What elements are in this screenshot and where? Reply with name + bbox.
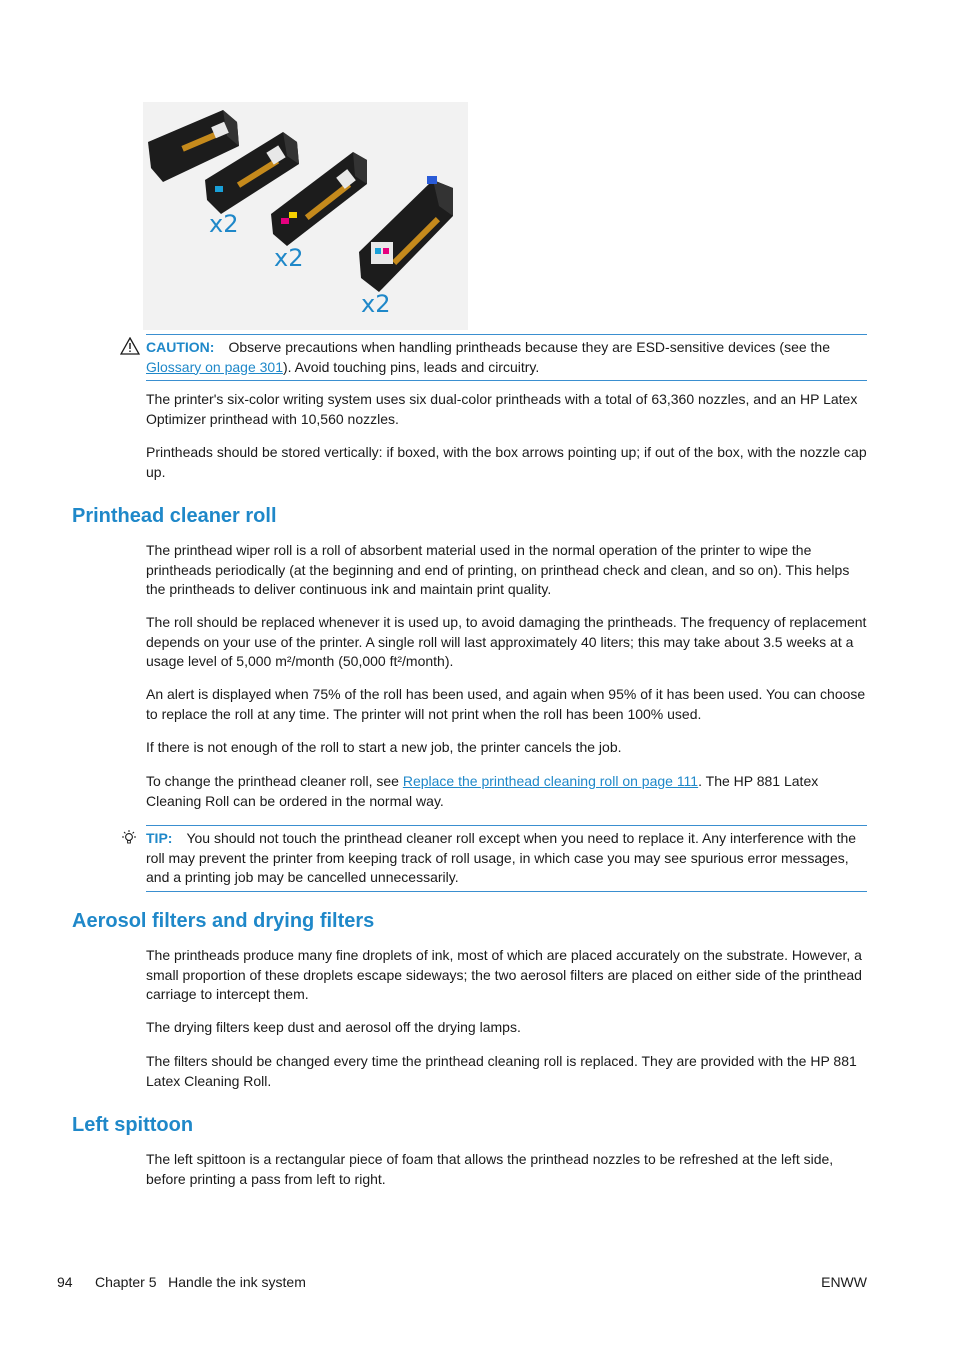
- caution-label: CAUTION:: [146, 339, 215, 355]
- printheads-drawing: [143, 102, 468, 330]
- replace-cleaning-roll-link[interactable]: Replace the printhead cleaning roll on page 111: [402, 773, 699, 789]
- cleaner-roll-paragraph-3: An alert is displayed when 75% of the roll has been used, and again when 95% of it has been used. You can choose to replace the roll at any time. The printer will not print when the roll has been 100% used.: [146, 686, 866, 722]
- caution-text-end: ). Avoid touching pins, leads and circuitry.: [282, 358, 540, 375]
- footer-page-number: 94: [57, 1274, 73, 1290]
- filters-paragraph-2: The drying filters keep dust and aerosol off the drying lamps.: [146, 1019, 521, 1035]
- cleaner-roll-p5-end: . The HP 881 Latex Cleaning Roll can be ordered in the normal way.: [146, 773, 819, 809]
- lightbulb-icon: [120, 829, 138, 853]
- cleaner-roll-p5-start: To change the printhead cleaner roll, see: [146, 773, 403, 789]
- multiplier-label-1: x2: [209, 210, 239, 238]
- tip-notice: [146, 825, 867, 892]
- cleaner-roll-paragraph-5: [146, 772, 868, 811]
- multiplier-label-3: x2: [361, 290, 391, 318]
- footer-locale: ENWW: [821, 1274, 867, 1290]
- warning-triangle-icon: [120, 337, 140, 361]
- filters-paragraph-1: The printheads produce many fine droplets of ink, most of which are placed accurately on the substrate. However, a small proportion of these droplets escape sideways; the two aerosol filters are placed on either side of the printhead carriage to intercept them.: [146, 947, 862, 1002]
- tip-label: TIP:: [146, 830, 173, 846]
- multiplier-label-2: x2: [274, 244, 304, 272]
- caution-notice: [146, 334, 867, 381]
- cleaner-roll-paragraph-2: The roll should be replaced whenever it is used up, to avoid damaging the printheads. The frequency of replacement depends on your use of the printer. A single roll will last approximately 40 liters; this may take about 3.5 weeks at a usage level of 5,000 m²/month (50,000 ft²/month).: [146, 614, 867, 669]
- printheads-illustration: [143, 102, 468, 330]
- tip-text: You should not touch the printhead cleaner roll except when you need to replace it. Any interference with the roll may prevent the printer from keeping track of roll usage, in which case you may see spurious error messages, and a printing job may be cancelled unnecessarily.: [146, 830, 857, 885]
- glossary-link[interactable]: Glossary on page 301: [146, 358, 283, 375]
- section-heading-filters: Aerosol filters and drying filters: [72, 910, 375, 932]
- intro-paragraph-2: Printheads should be stored vertically: if boxed, with the box arrows pointing up; if out of the box, with the nozzle cap up.: [146, 444, 867, 480]
- cleaner-roll-paragraph-1: The printhead wiper roll is a roll of absorbent material used in the normal operation of the printer to wipe the printheads periodically (at the beginning and end of printing, on printhead check and clean, and so on). This helps the printheads to deliver continuous ink and maintain print quality.: [146, 542, 850, 597]
- footer-chapter: Chapter 5 Handle the ink system: [95, 1274, 306, 1290]
- spittoon-paragraph-1: The left spittoon is a rectangular piece of foam that allows the printhead nozzles to be refreshed at the left side, before printing a pass from left to right.: [146, 1151, 834, 1187]
- cleaner-roll-paragraph-4: If there is not enough of the roll to start a new job, the printer cancels the job.: [146, 739, 622, 755]
- printhead-4: [359, 176, 453, 292]
- caution-text-start: Observe precautions when handling printheads because they are ESD-sensitive devices (see the: [228, 339, 831, 355]
- filters-paragraph-3: The filters should be changed every time the printhead cleaning roll is replaced. They are provided with the HP 881 Latex Cleaning Roll.: [146, 1053, 857, 1089]
- intro-paragraph-1: The printer's six-color writing system uses six dual-color printheads with a total of 63,360 nozzles, and an HP Latex Optimizer printhead with 10,560 nozzles.: [146, 391, 858, 427]
- section-heading-spittoon: Left spittoon: [72, 1114, 194, 1136]
- section-heading-cleaner-roll: Printhead cleaner roll: [72, 505, 277, 527]
